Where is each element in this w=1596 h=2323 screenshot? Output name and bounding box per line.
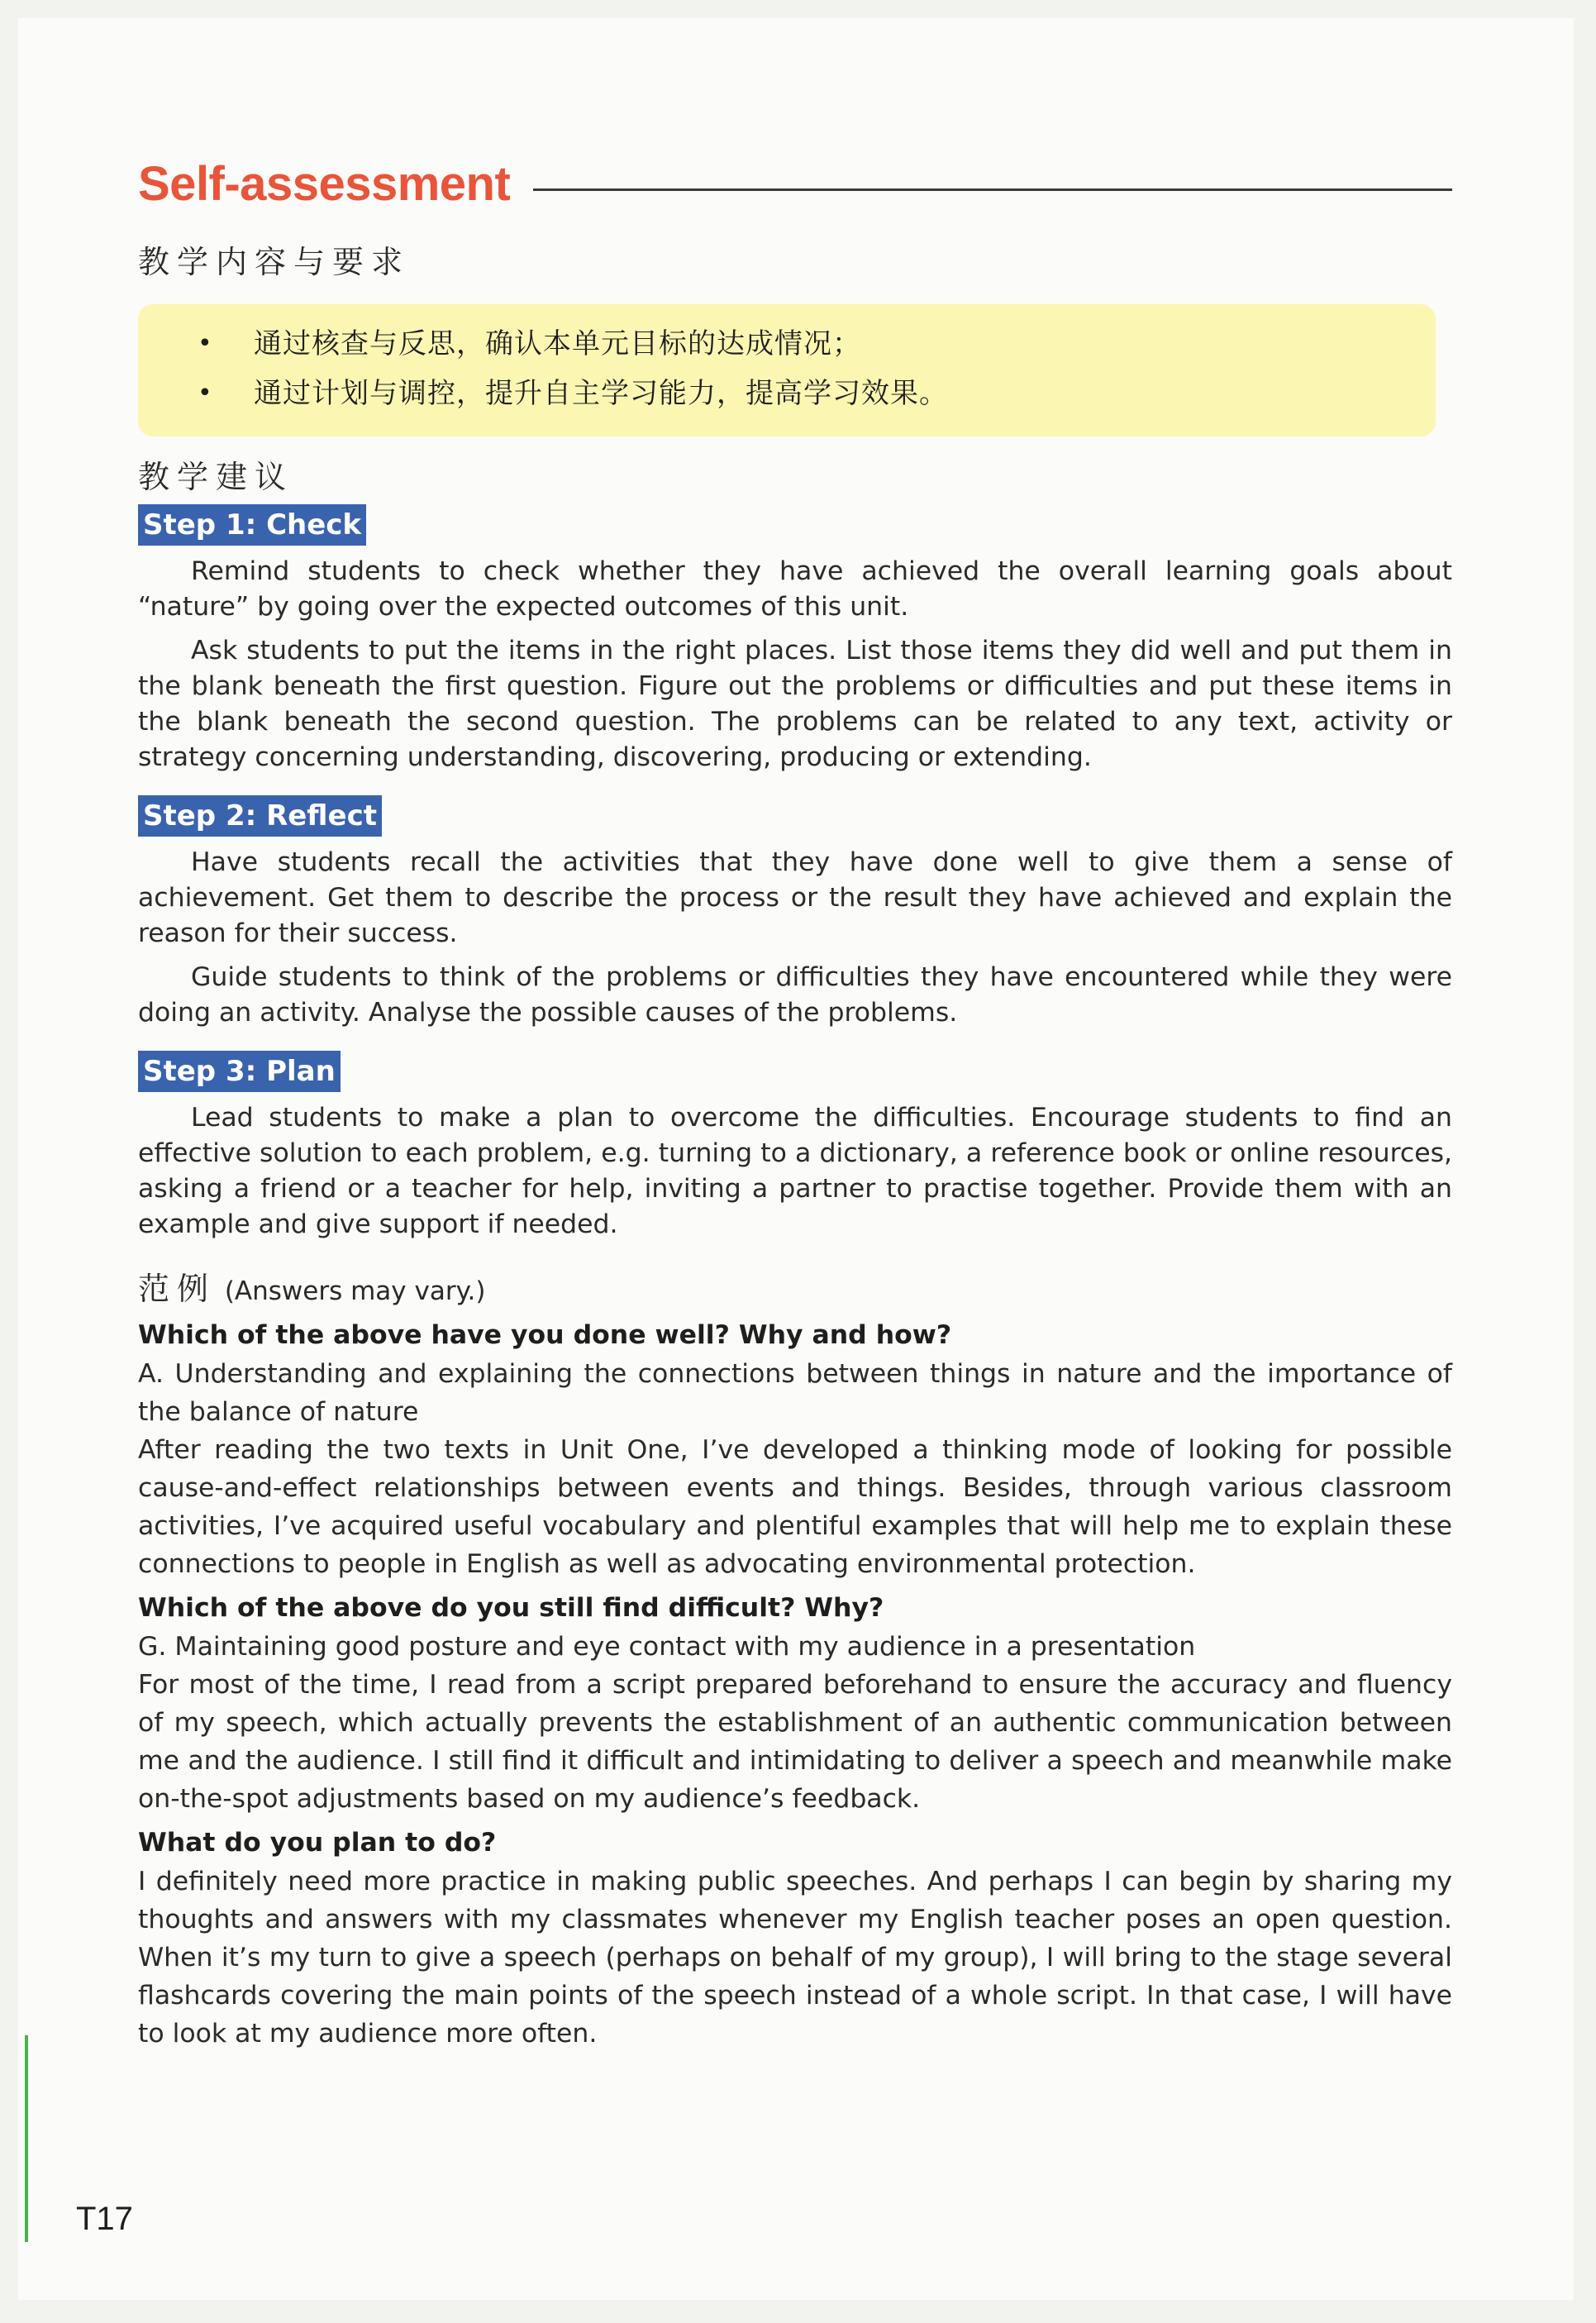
example-title: 范例 bbox=[138, 1271, 217, 1307]
question-plan: What do you plan to do? bbox=[138, 1828, 497, 1858]
content bbox=[138, 150, 1452, 2053]
requirement-item bbox=[198, 369, 1436, 418]
answer-item: A. Understanding and explaining the connections between things in nature and the importance of the balance of nature bbox=[138, 1359, 1452, 1427]
answer-text: I definitely need more practice in making public speeches. And perhaps I can begin by sharing my thoughts and answers with my classmates whenever my English teacher poses an open question. When it’s my turn to give a speech (perhaps on behalf of my group), I will bring to the stage several flashcards covering the main points of the speech instead of a whole script. In that case, I will have to look at my audience more often. bbox=[138, 1867, 1452, 2049]
bullet-icon: • bbox=[198, 379, 213, 408]
step-paragraph: Remind students to check whether they have achieved the overall learning goals about “nature” by going over the expected outcomes of this unit. bbox=[138, 556, 1452, 622]
page-number: T17 bbox=[76, 2201, 133, 2237]
requirements-box bbox=[138, 304, 1436, 436]
example-heading bbox=[138, 1267, 1452, 1310]
question-done-well: Which of the above have you done well? Why and how? bbox=[138, 1320, 952, 1350]
example-note: (Answers may vary.) bbox=[224, 1276, 486, 1306]
step-paragraph: Have students recall the activities that they have done well to give them a sense of achievement. Get them to describe the process or the result they have achieved and explain the reason for their success. bbox=[138, 847, 1452, 948]
step-label: Step 1: Check bbox=[138, 504, 366, 546]
question-difficult: Which of the above do you still find difficult? Why? bbox=[138, 1593, 884, 1623]
side-bar bbox=[25, 2035, 28, 2242]
section-heading-suggestions: 教学建议 bbox=[138, 459, 294, 495]
answer-text: For most of the time, I read from a script prepared beforehand to ensure the accuracy and fluency of my speech, which actually prevents the establishment of an authentic communication between me and the audience. I still find it difficult and intimidating to deliver a speech and meanwhile make on-the-spot adjustments based on my audience’s feedback. bbox=[138, 1670, 1452, 1814]
answer-text: After reading the two texts in Unit One, I’ve developed a thinking mode of looking for possible cause-and-effect relationships between events and things. Besides, through various classroom activities, I’ve acquired useful vocabulary and plentiful examples that will help me to explain these connections to people in English as well as advocating environmental protection. bbox=[138, 1435, 1452, 1579]
page-title: Self-assessment bbox=[138, 156, 511, 211]
step-paragraph: Ask students to put the items in the right places. List those items they did well and put them in the blank beneath the first question. Figure out the problems or difficulties and put these items in the blank beneath the second question. The problems can be related to any text, activity or strategy concerning understanding, discovering, producing or extending. bbox=[138, 636, 1452, 772]
title-row bbox=[138, 150, 1452, 217]
step-label: Step 3: Plan bbox=[138, 1051, 341, 1092]
page bbox=[18, 18, 1574, 2300]
step-paragraph: Lead students to make a plan to overcome the difficulties. Encourage students to find an effective solution to each problem, e.g. turning to a dictionary, a reference book or online resources, asking a friend or a teacher for help, inviting a partner to practise together. Provide them with an example and give support if needed. bbox=[138, 1103, 1452, 1239]
requirement-text: 通过核查与反思，确认本单元目标的达成情况； bbox=[254, 327, 861, 360]
requirement-item bbox=[198, 319, 1436, 369]
step-check bbox=[138, 498, 1452, 775]
section-heading-requirements: 教学内容与要求 bbox=[138, 244, 411, 280]
step-reflect bbox=[138, 784, 1452, 1031]
step-paragraph: Guide students to think of the problems or difficulties they have encountered while they were doing an activity. Analyse the possible causes of the problems. bbox=[138, 962, 1452, 1028]
step-plan bbox=[138, 1039, 1452, 1243]
requirement-text: 通过计划与调控，提升自主学习能力，提高学习效果。 bbox=[254, 377, 948, 410]
bullet-icon: • bbox=[198, 329, 213, 358]
title-rule bbox=[533, 188, 1452, 191]
step-label: Step 2: Reflect bbox=[138, 795, 382, 837]
answer-item: G. Maintaining good posture and eye contact with my audience in a presentation bbox=[138, 1632, 1196, 1662]
